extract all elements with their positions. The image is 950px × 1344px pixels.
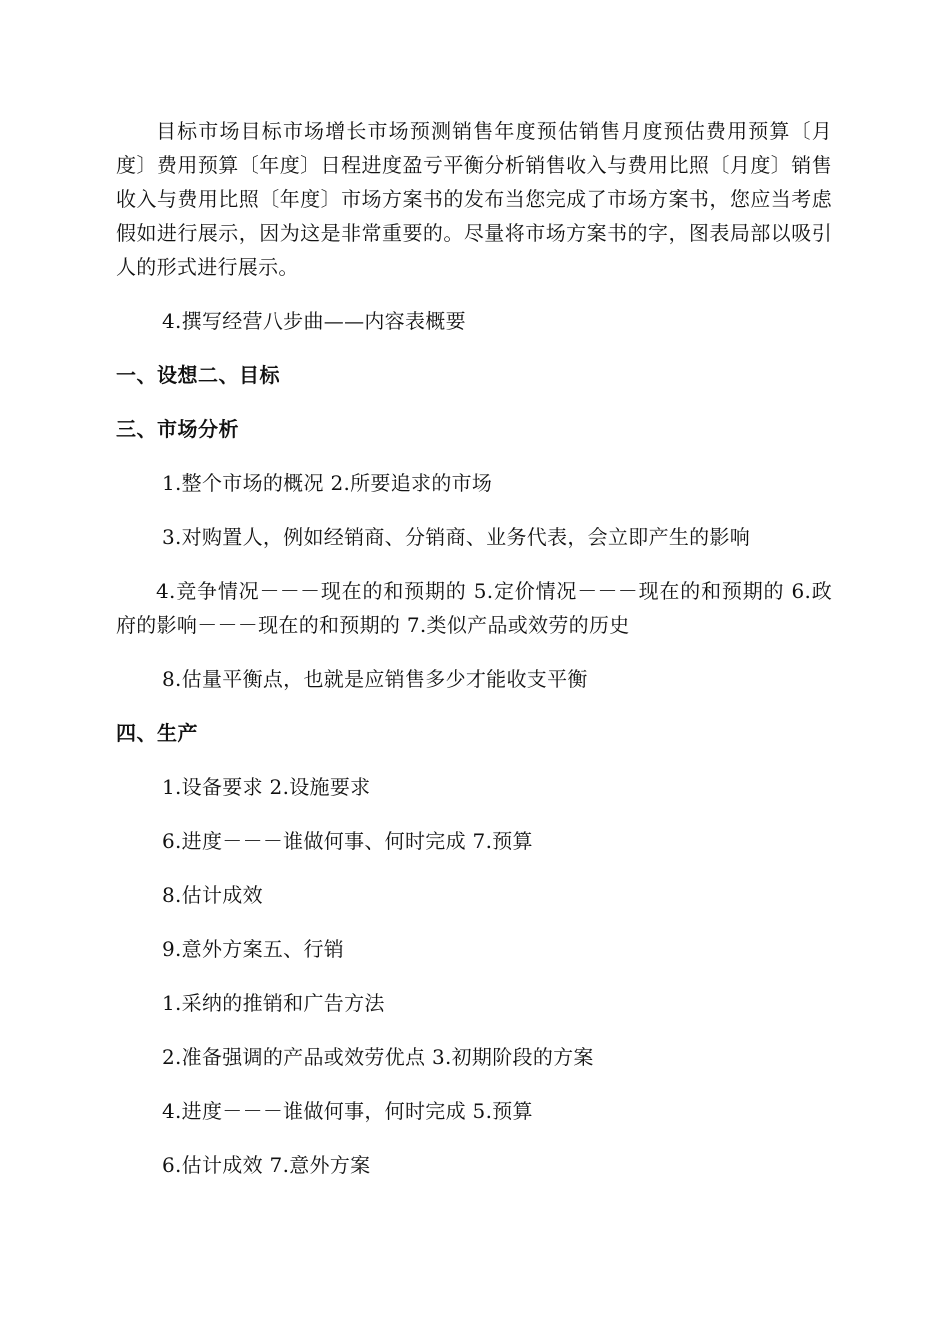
intro-paragraph: 目标市场目标市场增长市场预测销售年度预估销售月度预估费用预算〔月度〕费用预算〔年度〕日程进度盈亏平衡分析销售收入与费用比照〔月度〕销售收入与费用比照〔年度〕市场方案书的发布当您完成了市场方案书，您应当考虑假如进行展示，因为这是非常重要的。尽量将市场方案书的字，图表局部以吸引人的形式进行展示。 [116,119,832,279]
production-item-line: 8.估计成效 [162,883,263,907]
market-item-line: 3.对购置人，例如经销商、分销商、业务代表，会立即产生的影响 [162,525,751,549]
section-heading-market: 三、市场分析 [116,417,239,441]
market-item-paragraph: 4.竞争情况－－－现在的和预期的 5.定价情况－－－现在的和预期的 6.政府的影响－－－现在的和预期的 7.类似产品或效劳的历史 [116,579,832,637]
section-heading-1: 一、设想二、目标 [116,363,280,387]
section-heading-production: 四、生产 [116,721,198,745]
marketing-item-line: 2.准备强调的产品或效劳优点 3.初期阶段的方案 [162,1045,594,1069]
production-item-line: 1.设备要求 2.设施要求 [162,775,371,799]
market-item-line: 1.整个市场的概况 2.所要追求的市场 [162,471,493,495]
marketing-item-line: 1.采纳的推销和广告方法 [162,991,385,1015]
production-item-line: 9.意外方案五、行销 [162,937,345,961]
marketing-item-line: 4.进度－－－谁做何事，何时完成 5.预算 [162,1099,533,1123]
production-item-line: 6.进度－－－谁做何事、何时完成 7.预算 [162,829,533,853]
step-title: 4.撰写经营八步曲——内容表概要 [162,309,466,333]
marketing-item-line: 6.估计成效 7.意外方案 [162,1153,371,1177]
market-item-line: 8.估量平衡点，也就是应销售多少才能收支平衡 [162,667,588,691]
document-page [116,114,832,1182]
